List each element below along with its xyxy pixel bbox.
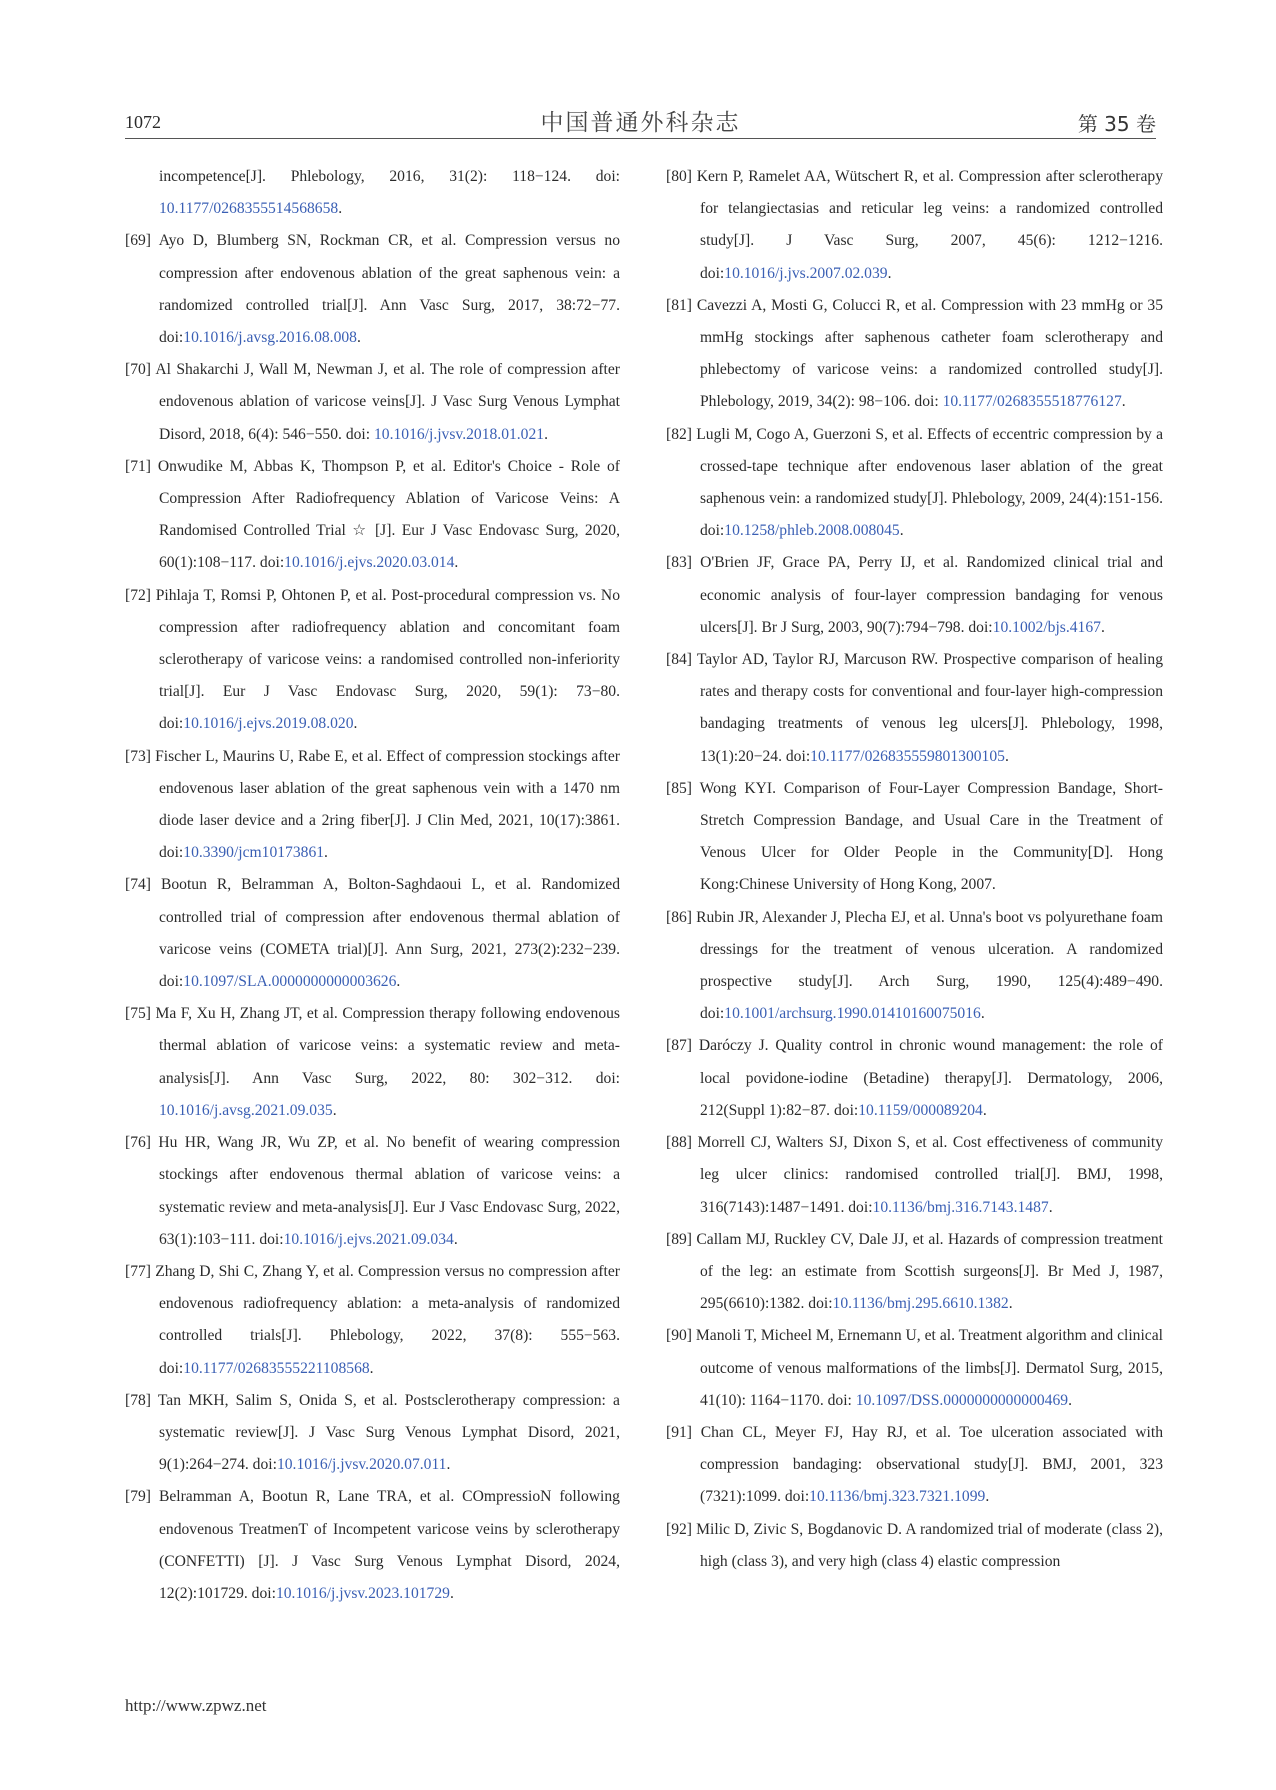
reference-number: [88] <box>666 1134 692 1152</box>
doi-link[interactable]: 10.1136/bmj.316.7143.1487 <box>872 1198 1049 1216</box>
reference-number: [77] <box>125 1262 151 1280</box>
reference-text: O'Brien JF, Grace PA, Perry IJ, et al. Randomized clinical trial and economic analysis of four-layer compression bandaging for venous ulcers[J]. Br J Surg, 2003, 90(7):794−798. doi: <box>700 554 1163 636</box>
reference-tail: . <box>899 522 904 540</box>
reference-tail: . <box>1048 1198 1053 1216</box>
reference-text: Lugli M, Cogo A, Guerzoni S, et al. Effects of eccentric compression by a crossed-tape technique after endovenous laser ablation of the great saphenous vein: a randomized study[J]. Phlebology, 2009, 24(4):151-156. doi: <box>696 425 1163 540</box>
reference-number: [76] <box>125 1134 151 1152</box>
reference-number: [71] <box>125 457 151 475</box>
reference-tail: . <box>332 1101 337 1119</box>
reference-entry <box>125 1256 620 1385</box>
doi-link[interactable]: 10.1016/j.ejvs.2019.08.020 <box>183 715 354 733</box>
doi-link[interactable]: 10.1159/000089204 <box>858 1101 983 1119</box>
doi-link[interactable]: 10.1016/j.ejvs.2020.03.014 <box>284 554 455 572</box>
reference-entry <box>125 1481 620 1610</box>
doi-link[interactable]: 10.1177/02683555221108568 <box>183 1359 370 1377</box>
reference-text: Rubin JR, Alexander J, Plecha EJ, et al. Unna's boot vs polyurethane foam dressings for the treatment of venous ulceration. A randomized prospective study[J]. Arch Surg, 1990, 125(4):489−490. doi: <box>696 908 1163 1023</box>
reference-text: Bootun R, Belramman A, Bolton-Saghdaoui L, et al. Randomized controlled trial of compression after endovenous thermal ablation of varicose veins (COMETA trial)[J]. Ann Surg, 2021, 273(2):232−239. doi: <box>159 876 621 991</box>
reference-number: [86] <box>666 908 692 926</box>
reference-text: Callam MJ, Ruckley CV, Dale JJ, et al. Hazards of compression treatment of the leg: an estimate from Scottish surgeons[J]. Br Med J, 1987, 295(6610):1382. doi: <box>696 1230 1163 1313</box>
reference-text: Chan CL, Meyer FJ, Hay RJ, et al. Toe ulceration associated with compression bandaging: observational study[J]. BMJ, 2001, 323 (7321):1099. doi: <box>700 1423 1163 1506</box>
reference-text: Fischer L, Maurins U, Rabe E, et al. Effect of compression stockings after endovenous laser ablation of the great saphenous vein with a 1470 nm diode laser device and a 2ring fiber[J]. J Clin Med, 2021, 10(17):3861. doi: <box>155 747 620 862</box>
doi-link[interactable]: 10.1016/j.jvsv.2020.07.011 <box>276 1456 447 1474</box>
reference-text: Cavezzi A, Mosti G, Colucci R, et al. Compression with 23 mmHg or 35 mmHg stockings after saphenous catheter foam sclerotherapy and phlebectomy of varicose veins: a randomized controlled study[J]. Phlebology, 2019, 34(2): 98−106. doi: <box>696 296 1163 411</box>
references-left-column <box>125 161 620 1610</box>
reference-text: Ma F, Xu H, Zhang JT, et al. Compression therapy following endovenous thermal ablation of varicose veins: a systematic review and meta-analysis[J]. Ann Vasc Surg, 2022, 80: 302−312. doi: <box>155 1005 620 1087</box>
reference-entry <box>666 1224 1163 1321</box>
reference-entry <box>125 998 620 1127</box>
reference-number: [79] <box>125 1488 151 1506</box>
reference-tail: . <box>396 973 401 991</box>
doi-link[interactable]: 10.1016/j.avsg.2016.08.008 <box>183 329 357 347</box>
doi-link[interactable]: 10.1258/phleb.2008.008045 <box>724 522 900 540</box>
reference-number: [87] <box>666 1037 692 1055</box>
doi-link[interactable]: 10.1001/archsurg.1990.01410160075016 <box>724 1005 981 1023</box>
reference-entry <box>666 419 1163 548</box>
reference-number: [73] <box>125 747 151 765</box>
reference-number: [91] <box>666 1423 692 1441</box>
reference-number: [82] <box>666 425 692 443</box>
reference-tail: . <box>1008 1295 1013 1313</box>
reference-number: [80] <box>666 168 692 185</box>
reference-entry <box>666 1320 1163 1417</box>
reference-text: Daróczy J. Quality control in chronic wound management: the role of local povidone-iodine (Betadine) therapy[J]. Dermatology, 2006, 212(Suppl 1):82−87. doi: <box>698 1037 1164 1119</box>
reference-text: Taylor AD, Taylor RJ, Marcuson RW. Prospective comparison of healing rates and therapy costs for conventional and four-layer high-compression bandaging treatments of venous leg ulcers[J]. Phlebology, 1998, 13(1):20−24. doi: <box>696 651 1163 765</box>
reference-text: Pihlaja T, Romsi P, Ohtonen P, et al. Post-procedural compression vs. No compression after radiofrequency ablation and concomitant foam sclerotherapy of varicose veins: a randomised controlled non-inferiority trial[J]. Eur J Vasc Endovasc Surg, 2020, 59(1): 73−80. doi: <box>155 586 620 733</box>
journal-title: 中国普通外科杂志 <box>540 110 741 136</box>
reference-text: Zhang D, Shi C, Zhang Y, et al. Compression versus no compression after endovenous radiofrequency ablation: a meta-analysis of randomized controlled trials[J]. Phlebology, 2022, 37(8): 555−563. doi: <box>155 1262 620 1377</box>
doi-link[interactable]: 10.1016/j.jvsv.2023.101729 <box>275 1584 450 1602</box>
reference-text: Ayo D, Blumberg SN, Rockman CR, et al. Compression versus no compression after endovenous ablation of the great saphenous vein: a randomized controlled trial[J]. Ann Vasc Surg, 2017, 38:72−77. doi: <box>158 232 620 347</box>
doi-link[interactable]: 10.1016/j.ejvs.2021.09.034 <box>283 1230 454 1248</box>
doi-link[interactable]: 10.1136/bmj.323.7321.1099 <box>809 1488 986 1506</box>
doi-link[interactable]: 10.1016/j.jvsv.2018.01.021 <box>373 425 545 443</box>
reference-tail: . <box>338 200 343 218</box>
reference-tail: . <box>1100 618 1105 636</box>
footer-url[interactable]: http://www.zpwz.net <box>125 1696 267 1715</box>
reference-text: Milic D, Zivic S, Bogdanovic D. A randomized trial of moderate (class 2), high (class 3), and very high (class 4) elastic compression <box>696 1520 1163 1570</box>
reference-number: [69] <box>125 232 151 250</box>
doi-link[interactable]: 10.1177/0268355514568658 <box>159 200 339 218</box>
reference-text: incompetence[J]. Phlebology, 2016, 31(2): 118−124. doi: <box>159 168 620 185</box>
reference-number: [75] <box>125 1005 151 1023</box>
reference-entry <box>666 1030 1163 1127</box>
reference-tail: . <box>980 1005 985 1023</box>
doi-link[interactable]: 10.1177/0268355518776127 <box>942 393 1122 411</box>
reference-tail: . <box>1121 393 1126 411</box>
reference-number: [90] <box>666 1327 692 1345</box>
reference-entry <box>666 290 1163 419</box>
reference-tail: . <box>887 264 892 282</box>
doi-link[interactable]: 10.1016/j.avsg.2021.09.035 <box>159 1101 333 1119</box>
doi-link[interactable]: 10.1136/bmj.295.6610.1382 <box>832 1295 1009 1313</box>
reference-text: Onwudike M, Abbas K, Thompson P, et al. Editor's Choice - Role of Compression After Radiofrequency Ablation of Varicose Veins: A Randomised Controlled Trial ☆ [J]. Eur J Vasc Endovasc Surg, 2020, 60(1):108−117. doi: <box>157 457 621 572</box>
reference-tail: . <box>449 1584 454 1602</box>
reference-tail: . <box>353 715 358 733</box>
volume-label: 第 35 卷 <box>1077 112 1156 136</box>
reference-text: Belramman A, Bootun R, Lane TRA, et al. COmpressioN following endovenous TreatmenT of Incompetent varicose veins by sclerotherapy (CONFETTI) [J]. J Vasc Surg Venous Lymphat Disord, 2024, 12(2):101729. doi: <box>158 1488 620 1602</box>
reference-tail: . <box>985 1488 990 1506</box>
reference-entry <box>125 580 620 741</box>
reference-tail: . <box>446 1456 451 1474</box>
page-number: 1072 <box>125 112 161 132</box>
reference-tail: . <box>324 844 328 862</box>
doi-link[interactable]: 10.1177/026835559801300105 <box>810 747 1005 765</box>
page-header <box>125 104 1156 139</box>
reference-tail: . <box>1004 747 1009 765</box>
reference-tail: . <box>454 554 459 572</box>
reference-number: [81] <box>666 296 692 314</box>
reference-entry <box>125 354 620 451</box>
reference-number: [78] <box>125 1391 151 1409</box>
reference-entry <box>666 902 1163 1031</box>
reference-entry <box>125 741 620 870</box>
reference-number: [89] <box>666 1230 692 1248</box>
reference-number: [85] <box>666 779 692 797</box>
reference-text: Wong KYI. Comparison of Four-Layer Compression Bandage, Short-Stretch Compression Bandage, and Usual Care in the Treatment of Venous Ulcer for Older People in the Community[D]. Hong Kong:Chinese University of Hong Kong, 2007. <box>699 779 1164 894</box>
reference-tail: . <box>982 1101 987 1119</box>
doi-link[interactable]: 10.1016/j.jvs.2007.02.039 <box>724 264 888 282</box>
reference-entry <box>666 1127 1163 1224</box>
reference-entry <box>666 773 1163 902</box>
reference-text: Tan MKH, Salim S, Onida S, et al. Postsclerotherapy compression: a systematic review[J]. J Vasc Surg Venous Lymphat Disord, 2021, 9(1):264−274. doi: <box>157 1391 620 1474</box>
reference-entry <box>125 869 620 998</box>
reference-entry <box>666 1514 1163 1578</box>
reference-text: Kern P, Ramelet AA, Wütschert R, et al. Compression after sclerotherapy for telangiectasias and reticular leg veins: a randomized controlled study[J]. J Vasc Surg, 2007, 45(6): 1212−1216. doi: <box>696 168 1164 282</box>
reference-entry <box>125 1385 620 1482</box>
reference-entry <box>125 161 620 225</box>
reference-number: [92] <box>666 1520 692 1538</box>
reference-number: [74] <box>125 876 151 894</box>
reference-text: Hu HR, Wang JR, Wu ZP, et al. No benefit of wearing compression stockings after endovenous thermal ablation of varicose veins: a systematic review and meta-analysis[J]. Eur J Vasc Endovasc Surg, 2022, 63(1):103−111. doi: <box>158 1134 620 1248</box>
reference-entry <box>666 547 1163 644</box>
reference-entry <box>666 1417 1163 1514</box>
reference-entry <box>125 451 620 580</box>
doi-link[interactable]: 10.1097/DSS.0000000000000469 <box>855 1391 1069 1409</box>
reference-number: [84] <box>666 651 692 669</box>
reference-number: [70] <box>125 361 151 379</box>
doi-link[interactable]: 10.1097/SLA.0000000000003626 <box>183 973 397 991</box>
doi-link[interactable]: 10.1002/bjs.4167 <box>992 618 1101 636</box>
reference-tail: . <box>369 1359 374 1377</box>
reference-tail: . <box>453 1230 458 1248</box>
reference-text: Manoli T, Micheel M, Ernemann U, et al. Treatment algorithm and clinical outcome of venous malformations of the limbs[J]. Dermatol Surg, 2015, 41(10): 1164−1170. doi: <box>695 1327 1163 1409</box>
reference-entry <box>125 225 620 354</box>
reference-text: Morrell CJ, Walters SJ, Dixon S, et al. Cost effectiveness of community leg ulcer clinics: randomised controlled trial[J]. BMJ, 1998, 316(7143):1487−1491. doi: <box>697 1134 1163 1216</box>
reference-entry <box>666 161 1163 290</box>
references-right-column <box>666 161 1163 1578</box>
reference-entry <box>666 644 1163 773</box>
reference-tail: . <box>544 425 548 443</box>
reference-number: [83] <box>666 554 692 572</box>
doi-link[interactable]: 10.3390/jcm10173861 <box>183 844 325 862</box>
reference-text: Al Shakarchi J, Wall M, Newman J, et al. The role of compression after endovenous ablation of varicose veins[J]. J Vasc Surg Venous Lymphat Disord, 2018, 6(4): 546−550. doi: <box>155 361 620 443</box>
reference-number: [72] <box>125 586 151 604</box>
reference-tail: . <box>1068 1391 1072 1409</box>
reference-tail: . <box>356 329 361 347</box>
reference-entry <box>125 1127 620 1256</box>
